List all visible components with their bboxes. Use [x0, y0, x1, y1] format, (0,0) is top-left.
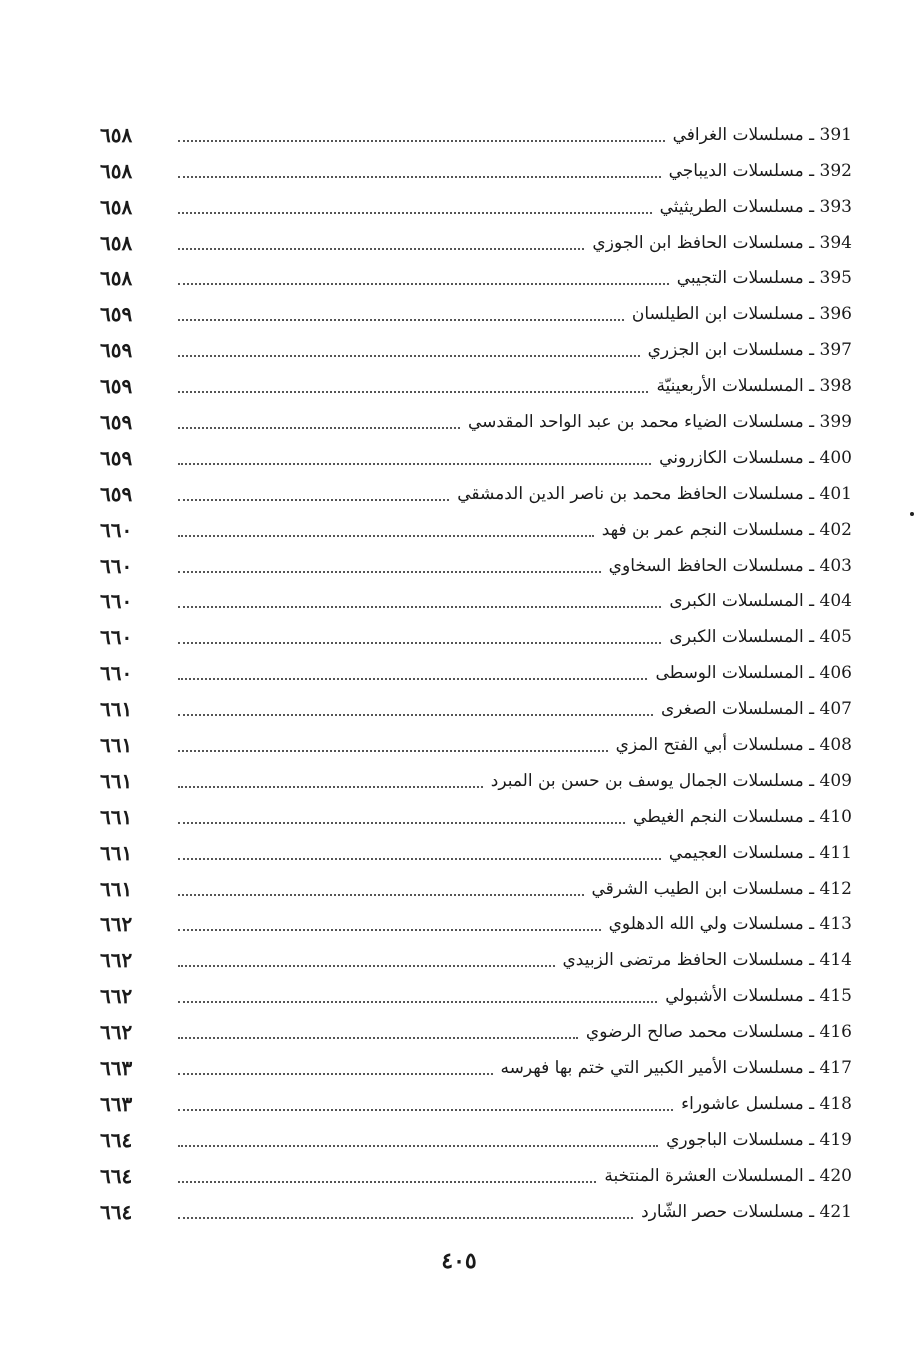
toc-entry-title [644, 337, 852, 363]
dot-leader [178, 1217, 633, 1219]
toc-entry-number: 402 [819, 519, 852, 540]
toc-entry-page: ٦٦١ [100, 733, 133, 758]
toc-entry-text: المسلسلات الكبرى [669, 591, 804, 612]
toc-entry-number: 412 [819, 878, 852, 899]
toc-entry-separator: ـ [803, 1129, 820, 1150]
toc-entry-separator: ـ [803, 304, 820, 325]
toc-entry [90, 1153, 852, 1189]
toc-entry-number: 405 [819, 627, 852, 648]
toc-entry-number: 407 [819, 699, 852, 720]
dot-leader [178, 1001, 657, 1003]
toc-entry [90, 650, 852, 686]
toc-entry-number: 414 [819, 950, 852, 971]
toc-entry-separator: ـ [803, 878, 820, 899]
toc-entry-page: ٦٥٨ [100, 266, 133, 291]
dot-leader [178, 1145, 658, 1147]
dot-leader [178, 463, 651, 465]
toc-entry [90, 902, 852, 938]
toc-entry-separator: ـ [803, 124, 820, 145]
toc-entry [90, 1045, 852, 1081]
toc-entry-number: 409 [819, 770, 852, 791]
toc-entry-title [655, 445, 852, 471]
toc-entry-separator: ـ [803, 663, 820, 684]
toc-entry-number: 421 [819, 1201, 852, 1222]
dot-leader [178, 212, 652, 214]
toc-entry-title [628, 301, 852, 327]
toc-entry-page: ٦٥٨ [100, 158, 133, 183]
dot-leader [178, 319, 624, 321]
toc-entry-separator: ـ [803, 806, 820, 827]
toc-entry-separator: ـ [803, 1093, 820, 1114]
toc-entry-separator: ـ [803, 268, 820, 289]
toc-entry-separator: ـ [803, 447, 820, 468]
toc-entry-text: مسلسلات الديباجي [668, 160, 804, 181]
dot-leader [178, 642, 661, 644]
toc-entry-page: ٦٥٨ [100, 122, 133, 147]
toc-entry-title [651, 660, 852, 686]
toc-entry-text: مسلسل عاشوراء [681, 1093, 804, 1114]
toc-entry-number: 396 [819, 304, 852, 325]
dot-leader [178, 283, 669, 285]
toc-entry-page: ٦٦١ [100, 876, 133, 901]
dot-leader [178, 929, 601, 931]
toc-entry-separator: ـ [803, 627, 820, 648]
toc-entry [90, 1189, 852, 1225]
toc-entry-page: ٦٦١ [100, 840, 133, 865]
toc-entry-separator: ـ [803, 412, 820, 433]
toc-entry [90, 399, 852, 435]
table-of-contents [90, 112, 852, 1225]
toc-entry-title [588, 876, 852, 902]
toc-entry-page: ٦٦٤ [100, 1199, 133, 1224]
toc-entry-separator: ـ [803, 699, 820, 720]
toc-entry [90, 937, 852, 973]
dot-leader [178, 1181, 596, 1183]
toc-entry-title [629, 804, 852, 830]
toc-entry-page: ٦٥٩ [100, 481, 133, 506]
toc-entry-text: مسلسلات حصر الشّارد [641, 1201, 804, 1222]
toc-entry-title [657, 696, 852, 722]
toc-entry-page: ٦٦٠ [100, 517, 133, 542]
toc-entry-separator: ـ [803, 555, 820, 576]
toc-entry-number: 394 [819, 232, 852, 253]
toc-entry-number: 404 [819, 591, 852, 612]
toc-entry-title [605, 553, 852, 579]
toc-entry-title [605, 911, 852, 937]
toc-entry-text: مسلسلات الغرافي [672, 124, 804, 145]
toc-entry-text: المسلسلات الوسطى [655, 663, 804, 684]
toc-entry-text: مسلسلات الجمال يوسف بن حسن بن المبرد [490, 770, 804, 791]
toc-entry-separator: ـ [803, 376, 820, 397]
dot-leader [178, 248, 584, 250]
toc-entry-number: 400 [819, 447, 852, 468]
toc-entry-number: 410 [819, 806, 852, 827]
toc-entry [90, 614, 852, 650]
toc-entry [90, 543, 852, 579]
toc-entry-title [497, 1055, 852, 1081]
dot-leader [178, 1073, 493, 1075]
toc-entry-text: مسلسلات محمد صالح الرضوي [585, 1022, 804, 1043]
dot-leader [178, 894, 584, 896]
dot-leader [178, 1037, 578, 1039]
toc-entry-title [453, 481, 852, 507]
toc-entry-title [652, 373, 852, 399]
toc-entry-page: ٦٦١ [100, 768, 133, 793]
toc-entry [90, 686, 852, 722]
toc-entry-text: مسلسلات الحافظ السخاوي [608, 555, 804, 576]
toc-entry-number: 395 [819, 268, 852, 289]
toc-entry [90, 1117, 852, 1153]
toc-entry-text: المسلسلات العشرة المنتخبة [604, 1165, 804, 1186]
toc-entry-text: المسلسلات الكبرى [669, 627, 804, 648]
toc-entry-page: ٦٦٢ [100, 984, 133, 1009]
toc-entry [90, 579, 852, 615]
toc-entry [90, 866, 852, 902]
toc-entry-text: مسلسلات الحافظ مرتضى الزبيدي [562, 950, 804, 971]
toc-entry [90, 794, 852, 830]
toc-entry-title [661, 983, 852, 1009]
toc-entry-text: مسلسلات ابن الجزري [647, 340, 804, 361]
toc-entry-text: المسلسلات الصغرى [660, 699, 804, 720]
toc-entry [90, 758, 852, 794]
toc-entry-text: مسلسلات ولي الله الدهلوي [608, 914, 804, 935]
toc-entry-text: مسلسلات الباجوري [666, 1129, 804, 1150]
toc-entry-text: مسلسلات الحافظ ابن الجوزي [592, 232, 804, 253]
toc-entry-text: مسلسلات الطريثيثي [659, 196, 804, 217]
toc-entry [90, 112, 852, 148]
toc-entry-separator: ـ [803, 196, 820, 217]
toc-entry-page: ٦٥٨ [100, 230, 133, 255]
toc-entry [90, 220, 852, 256]
toc-entry-number: 416 [819, 1022, 852, 1043]
toc-entry-number: 418 [819, 1093, 852, 1114]
toc-entry-page: ٦٦٤ [100, 1163, 133, 1188]
toc-entry-text: مسلسلات التجيبي [676, 268, 804, 289]
toc-entry-number: 415 [819, 986, 852, 1007]
toc-entry-title [677, 1091, 852, 1117]
toc-entry [90, 184, 852, 220]
toc-entry-number: 413 [819, 914, 852, 935]
toc-entry [90, 1081, 852, 1117]
toc-entry [90, 1009, 852, 1045]
toc-entry-separator: ـ [803, 770, 820, 791]
toc-entry [90, 973, 852, 1009]
dot-leader [178, 176, 661, 178]
dot-leader [178, 571, 601, 573]
toc-entry-page: ٦٥٩ [100, 445, 133, 470]
toc-entry-number: 420 [819, 1165, 852, 1186]
toc-entry [90, 830, 852, 866]
toc-entry-title [598, 517, 852, 543]
toc-entry-text: مسلسلات الحافظ محمد بن ناصر الدين الدمشقي [457, 483, 804, 504]
toc-entry-title [656, 194, 852, 220]
toc-entry [90, 327, 852, 363]
toc-entry [90, 256, 852, 292]
toc-entry-title [665, 158, 852, 184]
toc-entry-title [665, 588, 852, 614]
toc-entry-page: ٦٦٠ [100, 553, 133, 578]
dot-leader [178, 678, 647, 680]
toc-entry-separator: ـ [803, 1165, 820, 1186]
toc-entry-number: 417 [819, 1058, 852, 1079]
margin-mark [910, 512, 914, 516]
dot-leader [178, 355, 640, 357]
toc-entry-text: مسلسلات ابن الطيب الشرقي [591, 878, 804, 899]
dot-leader [178, 822, 625, 824]
toc-entry-separator: ـ [803, 1058, 820, 1079]
toc-entry-separator: ـ [803, 1022, 820, 1043]
toc-entry-separator: ـ [803, 842, 820, 863]
toc-entry-page: ٦٥٩ [100, 374, 133, 399]
toc-entry-number: 411 [819, 842, 852, 863]
toc-entry-page: ٦٦١ [100, 697, 133, 722]
toc-entry-number: 419 [819, 1129, 852, 1150]
toc-entry-page: ٦٦٠ [100, 589, 133, 614]
dot-leader [178, 714, 653, 716]
toc-entry-separator: ـ [803, 483, 820, 504]
toc-entry-page: ٦٦٠ [100, 625, 133, 650]
toc-entry-separator: ـ [803, 160, 820, 181]
toc-entry-page: ٦٥٩ [100, 302, 133, 327]
toc-entry-title [669, 122, 852, 148]
dot-leader [178, 965, 555, 967]
toc-entry-separator: ـ [803, 1201, 820, 1222]
toc-entry-number: 393 [819, 196, 852, 217]
toc-entry-number: 403 [819, 555, 852, 576]
toc-entry-page: ٦٦٠ [100, 661, 133, 686]
toc-entry-separator: ـ [803, 914, 820, 935]
dot-leader [178, 391, 648, 393]
toc-entry-page: ٦٦٣ [100, 1091, 133, 1116]
toc-entry [90, 291, 852, 327]
dot-leader [178, 535, 594, 537]
toc-entry-text: مسلسلات الأمير الكبير التي ختم بها فهرسه [500, 1058, 804, 1079]
toc-entry-page: ٦٦٢ [100, 912, 133, 937]
toc-entry-number: 392 [819, 160, 852, 181]
toc-entry-title [665, 624, 852, 650]
toc-entry-title [588, 230, 852, 256]
toc-entry-number: 399 [819, 412, 852, 433]
toc-entry-title [612, 732, 852, 758]
toc-entry-text: مسلسلات الضياء محمد بن عبد الواحد المقدسي [467, 412, 804, 433]
toc-entry-page: ٦٦٣ [100, 1056, 133, 1081]
toc-entry-text: مسلسلات ابن الطيلسان [631, 304, 804, 325]
toc-entry-title [637, 1199, 852, 1225]
toc-entry-text: المسلسلات الأربعينيّة [656, 376, 804, 397]
toc-entry-title [464, 409, 852, 435]
dot-leader [178, 1109, 673, 1111]
toc-entry-separator: ـ [803, 340, 820, 361]
toc-entry-title [600, 1163, 852, 1189]
toc-entry-text: مسلسلات أبي الفتح المزي [615, 735, 804, 756]
toc-entry-number: 408 [819, 735, 852, 756]
toc-entry-separator: ـ [803, 591, 820, 612]
toc-entry [90, 722, 852, 758]
toc-entry [90, 148, 852, 184]
toc-entry-title [665, 840, 852, 866]
toc-entry-number: 406 [819, 663, 852, 684]
toc-entry-title [559, 947, 853, 973]
toc-entry-page: ٦٦٢ [100, 948, 133, 973]
toc-entry-text: مسلسلات النجم الغيطي [633, 806, 804, 827]
dot-leader [178, 858, 661, 860]
toc-entry-page: ٦٦١ [100, 804, 133, 829]
toc-entry-text: مسلسلات النجم عمر بن فهد [601, 519, 804, 540]
toc-entry-number: 401 [819, 483, 852, 504]
dot-leader [178, 786, 483, 788]
toc-entry-separator: ـ [803, 519, 820, 540]
toc-entry [90, 471, 852, 507]
toc-entry [90, 507, 852, 543]
toc-entry-number: 391 [819, 124, 852, 145]
toc-entry-page: ٦٦٢ [100, 1020, 133, 1045]
toc-entry-number: 397 [819, 340, 852, 361]
toc-entry-separator: ـ [803, 232, 820, 253]
dot-leader [178, 606, 661, 608]
toc-entry-separator: ـ [803, 986, 820, 1007]
toc-entry-page: ٦٥٩ [100, 410, 133, 435]
toc-entry-separator: ـ [803, 950, 820, 971]
dot-leader [178, 140, 665, 142]
toc-entry-title [662, 1127, 852, 1153]
toc-entry [90, 435, 852, 471]
toc-entry [90, 363, 852, 399]
page-number: ٤٠٥ [441, 1248, 477, 1274]
toc-entry-text: مسلسلات العجيمي [668, 842, 804, 863]
toc-entry-text: مسلسلات الأشبولي [665, 986, 804, 1007]
toc-entry-separator: ـ [803, 735, 820, 756]
dot-leader [178, 750, 608, 752]
toc-entry-text: مسلسلات الكازروني [659, 447, 804, 468]
toc-entry-page: ٦٦٤ [100, 1127, 133, 1152]
dot-leader [178, 499, 449, 501]
toc-entry-title [673, 265, 852, 291]
toc-entry-page: ٦٥٨ [100, 194, 133, 219]
toc-entry-page: ٦٥٩ [100, 338, 133, 363]
toc-entry-title [582, 1019, 852, 1045]
toc-entry-number: 398 [819, 376, 852, 397]
toc-entry-title [487, 768, 852, 794]
dot-leader [178, 427, 460, 429]
